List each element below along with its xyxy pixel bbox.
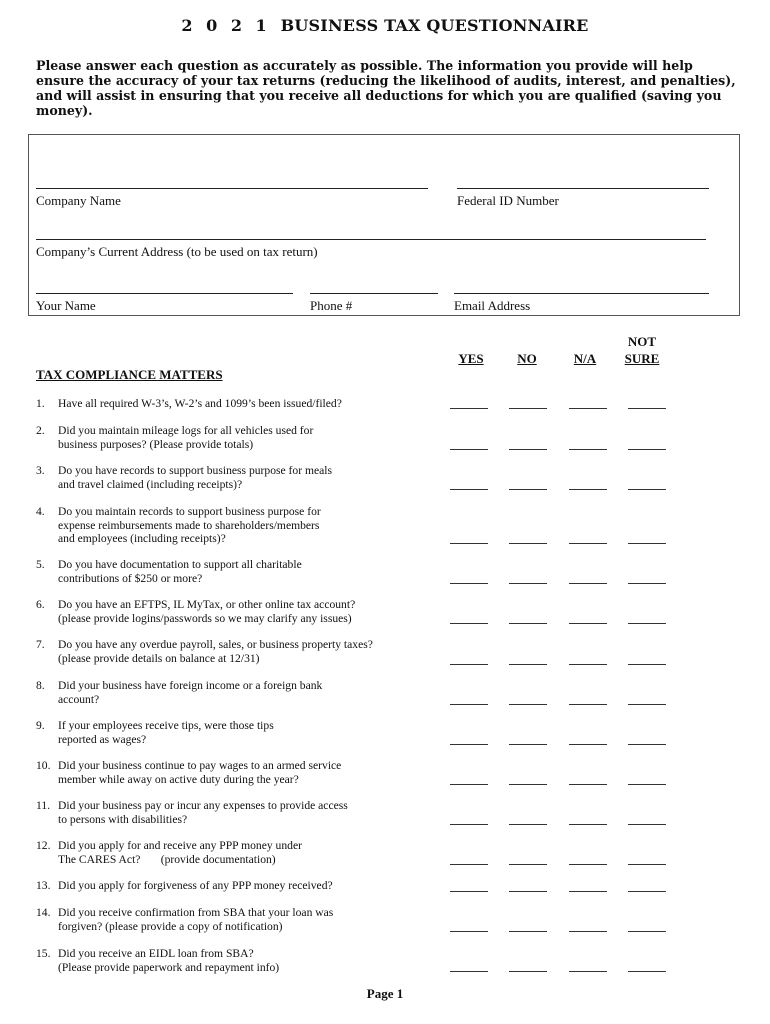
question-9: 9. If your employees receive tips, were those tips reported as wages? <box>36 719 274 746</box>
answer-blank-q3-not-sure[interactable] <box>628 489 666 490</box>
section-title: TAX COMPLIANCE MATTERS <box>36 367 223 382</box>
answer-blank-q1-not-sure[interactable] <box>628 408 666 409</box>
answer-blank-q12-na[interactable] <box>569 864 607 865</box>
answer-blank-q4-na[interactable] <box>569 543 607 544</box>
answer-blank-q10-yes[interactable] <box>450 784 488 785</box>
answer-blank-q10-na[interactable] <box>569 784 607 785</box>
answer-blank-q12-not-sure[interactable] <box>628 864 666 865</box>
answer-blank-q2-na[interactable] <box>569 449 607 450</box>
answer-blank-q1-na[interactable] <box>569 408 607 409</box>
answer-blank-q5-yes[interactable] <box>450 583 488 584</box>
answer-blank-q5-no[interactable] <box>509 583 547 584</box>
answer-blank-q15-not-sure[interactable] <box>628 971 666 972</box>
column-no: NO <box>517 351 537 366</box>
question-4: 4. Do you maintain records to support business purpose for expense reimbursements made to shareholders/members and employees (including receipts)? <box>36 505 321 545</box>
answer-blank-q11-yes[interactable] <box>450 824 488 825</box>
answer-blank-q9-yes[interactable] <box>450 744 488 745</box>
answer-blank-q12-no[interactable] <box>509 864 547 865</box>
question-13: 13. Did you apply for forgiveness of any PPP money received? <box>36 879 333 892</box>
question-14: 14. Did you receive confirmation from SBA that your loan was forgiven? (please provide a copy of notification) <box>36 906 334 933</box>
address-line[interactable] <box>36 239 706 240</box>
answer-blank-q3-no[interactable] <box>509 489 547 490</box>
answer-blank-q3-na[interactable] <box>569 489 607 490</box>
question-5: 5. Do you have documentation to support all charitable contributions of $250 or more? <box>36 558 302 585</box>
phone-line[interactable] <box>310 293 438 294</box>
address-label: Company’s Current Address (to be used on tax return) <box>36 244 318 259</box>
answer-blank-q4-no[interactable] <box>509 543 547 544</box>
answer-blank-q13-no[interactable] <box>509 891 547 892</box>
answer-blank-q14-not-sure[interactable] <box>628 931 666 932</box>
question-1: 1. Have all required W-3’s, W-2’s and 1099’s been issued/filed? <box>36 397 342 410</box>
answer-blank-q7-na[interactable] <box>569 664 607 665</box>
answer-blank-q9-not-sure[interactable] <box>628 744 666 745</box>
column-na: N/A <box>573 351 597 366</box>
answer-blank-q6-yes[interactable] <box>450 623 488 624</box>
phone-label: Phone # <box>310 298 353 313</box>
title-text: BUSINESS TAX QUESTIONNAIRE <box>280 16 589 35</box>
answer-blank-q12-yes[interactable] <box>450 864 488 865</box>
answer-blank-q7-yes[interactable] <box>450 664 488 665</box>
answer-blank-q11-no[interactable] <box>509 824 547 825</box>
question-7: 7. Do you have any overdue payroll, sales, or business property taxes? (please provide details on balance at 12/31) <box>36 638 373 665</box>
column-yes: YES <box>458 351 484 366</box>
question-10: 10. Did your business continue to pay wages to an armed service member while away on active duty during the year? <box>36 759 342 786</box>
question-6: 6. Do you have an EFTPS, IL MyTax, or other online tax account? (please provide logins/passwords so we may clarify any issues) <box>36 598 356 625</box>
answer-blank-q10-no[interactable] <box>509 784 547 785</box>
answer-blank-q5-na[interactable] <box>569 583 607 584</box>
answer-blank-q5-not-sure[interactable] <box>628 583 666 584</box>
answer-blank-q4-not-sure[interactable] <box>628 543 666 544</box>
question-11: 11. Did your business pay or incur any expenses to provide access to persons with disabilities? <box>36 799 348 826</box>
answer-blank-q4-yes[interactable] <box>450 543 488 544</box>
answer-blank-q2-not-sure[interactable] <box>628 449 666 450</box>
answer-blank-q8-na[interactable] <box>569 704 607 705</box>
question-12: 12. Did you apply for and receive any PPP money under The CARES Act? (provide documentation) <box>36 839 302 866</box>
company-name-label: Company Name <box>36 193 121 208</box>
answer-blank-q8-not-sure[interactable] <box>628 704 666 705</box>
answer-blank-q1-no[interactable] <box>509 408 547 409</box>
answer-blank-q3-yes[interactable] <box>450 489 488 490</box>
answer-blank-q8-no[interactable] <box>509 704 547 705</box>
answer-blank-q6-na[interactable] <box>569 623 607 624</box>
answer-blank-q10-not-sure[interactable] <box>628 784 666 785</box>
answer-blank-q9-na[interactable] <box>569 744 607 745</box>
answer-blank-q11-na[interactable] <box>569 824 607 825</box>
question-8: 8. Did your business have foreign income or a foreign bank account? <box>36 679 323 706</box>
answer-blank-q7-not-sure[interactable] <box>628 664 666 665</box>
answer-blank-q15-yes[interactable] <box>450 971 488 972</box>
answer-blank-q13-na[interactable] <box>569 891 607 892</box>
company-name-line[interactable] <box>36 188 428 189</box>
answer-blank-q15-no[interactable] <box>509 971 547 972</box>
answer-blank-q6-no[interactable] <box>509 623 547 624</box>
your-name-label: Your Name <box>36 298 96 313</box>
answer-blank-q6-not-sure[interactable] <box>628 623 666 624</box>
title-year: 2 0 2 1 <box>181 16 271 35</box>
question-15: 15. Did you receive an EIDL loan from SBA? (Please provide paperwork and repayment info) <box>36 947 280 974</box>
answer-blank-q9-no[interactable] <box>509 744 547 745</box>
answer-blank-q14-no[interactable] <box>509 931 547 932</box>
answer-blank-q11-not-sure[interactable] <box>628 824 666 825</box>
federal-id-line[interactable] <box>457 188 709 189</box>
answer-blank-q15-na[interactable] <box>569 971 607 972</box>
answer-blank-q2-no[interactable] <box>509 449 547 450</box>
column-not-sure-line1: NOT <box>627 334 657 349</box>
question-2: 2. Did you maintain mileage logs for all vehicles used for business purposes? (Please provide totals) <box>36 424 314 451</box>
answer-blank-q1-yes[interactable] <box>450 408 488 409</box>
answer-blank-q8-yes[interactable] <box>450 704 488 705</box>
email-line[interactable] <box>454 293 709 294</box>
your-name-line[interactable] <box>36 293 293 294</box>
column-not-sure-line2: SURE <box>624 351 660 366</box>
contact-info-box <box>28 134 740 316</box>
page-number: Page 1 <box>366 986 404 1001</box>
answer-blank-q13-yes[interactable] <box>450 891 488 892</box>
answer-blank-q14-yes[interactable] <box>450 931 488 932</box>
email-label: Email Address <box>454 298 531 313</box>
question-3: 3. Do you have records to support business purpose for meals and travel claimed (including receipts)? <box>36 464 333 491</box>
answer-blank-q13-not-sure[interactable] <box>628 891 666 892</box>
federal-id-label: Federal ID Number <box>457 193 559 208</box>
answer-blank-q14-na[interactable] <box>569 931 607 932</box>
document-title <box>0 16 770 35</box>
answer-blank-q7-no[interactable] <box>509 664 547 665</box>
answer-blank-q2-yes[interactable] <box>450 449 488 450</box>
intro-paragraph: Please answer each question as accurately as possible. The information you provide will help ensure the accuracy of your tax returns (reducing the likelihood of audits, interest, and penalties), and will assist in ensuring that you receive all deductions for which you are qualified (saving you money). <box>36 58 736 118</box>
